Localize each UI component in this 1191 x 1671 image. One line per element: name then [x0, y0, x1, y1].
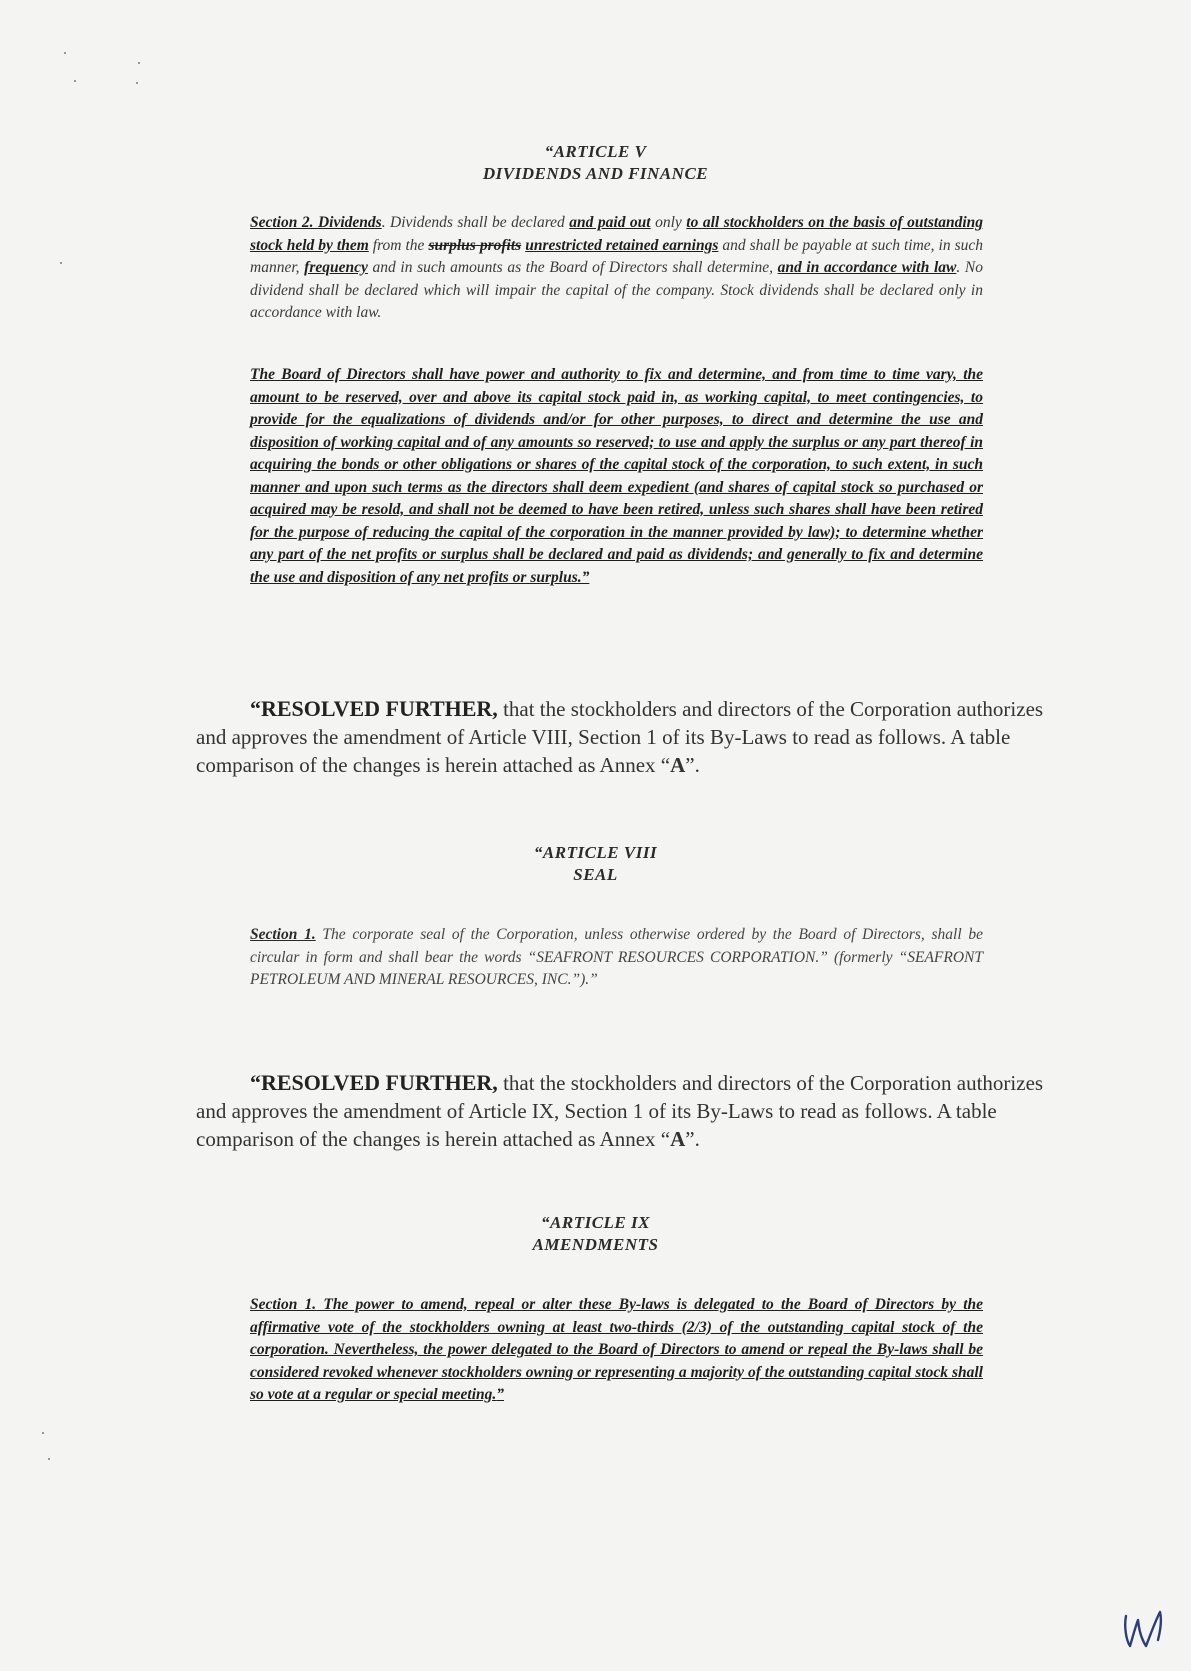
inserted-text: unrestricted retained earnings: [525, 236, 719, 254]
resolution-end: ”.: [685, 753, 700, 777]
article-v-title: “ARTICLE V: [544, 142, 647, 161]
section-body: The corporate seal of the Corporation, unless otherwise ordered by the Board of Directors, shall be circular in form and shall bear the words “SEAFRONT RESOURCES CORPORATION.” (formerly “SEAFRONT PETROLEUM AND MINERAL RESOURCES, INC.”).”: [250, 926, 983, 988]
text-segment: and in such amounts as the Board of Directors shall determine,: [367, 259, 778, 276]
section-body: The power to amend, repeal or alter these By-laws is delegated to the Board of Directors by the affirmative vote of the stockholders owning at least two-thirds (2/3) of the outstanding capital stock of the corporation. Nevertheless, the power delegated to the Board of Directors to amend or repeal the By-laws shall be considered revoked whenever stockholders owning or representing a majority of the outstanding capital stock shall so vote at a regular or special meeting.: [250, 1296, 983, 1403]
resolution-body: that the stockholders and directors of the Corporation authorizes and approves the amendment of Article IX, Section 1 of its By-Laws to read as follows. A table comparison of the changes is herein attached as Annex “: [196, 1071, 1044, 1151]
initials-signature: [1120, 1606, 1170, 1652]
resolved-further-lead: “RESOLVED FURTHER,: [250, 1070, 498, 1095]
scan-speck: [138, 62, 140, 64]
article-ix-subtitle: AMENDMENTS: [532, 1235, 659, 1254]
resolution-body: that the stockholders and directors of the Corporation authorizes and approves the amendment of Article VIII, Section 1 of its By-Laws to read as follows. A table comparison of the changes is herein attached as Annex “: [196, 697, 1044, 777]
section-1-lead: Section 1.: [250, 926, 316, 943]
article-ix-title: “ARTICLE IX: [541, 1213, 650, 1232]
text-segment: . Dividends shall be declared: [381, 214, 570, 231]
article-viii-heading: [0, 842, 1191, 886]
scan-speck: [64, 52, 66, 54]
inserted-text: and in accordance with law: [777, 259, 957, 276]
article-ix-heading: [0, 1212, 1191, 1256]
resolution-end: ”.: [685, 1127, 700, 1151]
article-viii-section-1: [250, 924, 983, 992]
scan-speck: [74, 80, 76, 82]
text-segment: and shall be payable at such time, in such manner,: [250, 236, 983, 276]
resolution-article-viii: [196, 695, 1056, 779]
article-v-section-2: [250, 212, 983, 325]
scan-speck: [60, 262, 62, 264]
article-v-board-powers-paragraph: The Board of Directors shall have power and authority to fix and determine, and from time to time vary, the amount to be reserved, over and above its capital stock paid in, as working capital, to meet contingencies, to provide for the equalizations of dividends and/or for other purposes, to direct and determine the use and disposition of working capital and of any amounts so reserved; to use and apply the surplus or any part thereof in acquiring the bonds or other obligations or shares of the capital stock of the corporation, to such extent, in such manner and upon such terms as the directors shall deem expedient (and shares of capital stock so purchased or acquired may be resold, and shall not be deemed to have been retired, unless such shares shall have been retired for the purpose of reducing the capital of the corporation in the manner provided by law); to determine whether any part of the net profits or surplus shall be declared and paid as dividends; and generally to fix and determine the use and disposition of any net profits or surplus.”: [250, 366, 983, 586]
article-ix-section-1: [250, 1294, 983, 1407]
annex-label: A: [670, 1127, 686, 1151]
inserted-text: frequency: [304, 259, 368, 276]
text-segment: only: [650, 214, 687, 231]
text-segment: from the: [368, 236, 429, 254]
scan-speck: [48, 1458, 50, 1460]
article-viii-subtitle: SEAL: [573, 865, 618, 884]
inserted-text: to all stockholders on the basis of outstanding stock held by them: [250, 214, 983, 254]
closing-quote: ”: [496, 1386, 505, 1403]
resolution-article-ix: [196, 1069, 1056, 1153]
section-2-lead: Section 2. Dividends: [250, 214, 382, 231]
scan-speck: [42, 1432, 44, 1434]
scan-speck: [136, 82, 138, 84]
article-v-subtitle: DIVIDENDS AND FINANCE: [482, 164, 709, 183]
annex-label: A: [670, 753, 686, 777]
text-segment: . No dividend shall be declared which will impair the capital of the company. Stock dividends shall be declared only in accordance with law.: [250, 259, 983, 321]
inserted-text: and paid out: [569, 214, 651, 231]
resolved-further-lead: “RESOLVED FURTHER,: [250, 696, 498, 721]
article-viii-title: “ARTICLE VIII: [533, 843, 658, 862]
section-1-lead: Section 1.: [250, 1296, 317, 1313]
article-v-heading: [0, 141, 1191, 185]
deleted-text: surplus profits: [428, 236, 522, 254]
